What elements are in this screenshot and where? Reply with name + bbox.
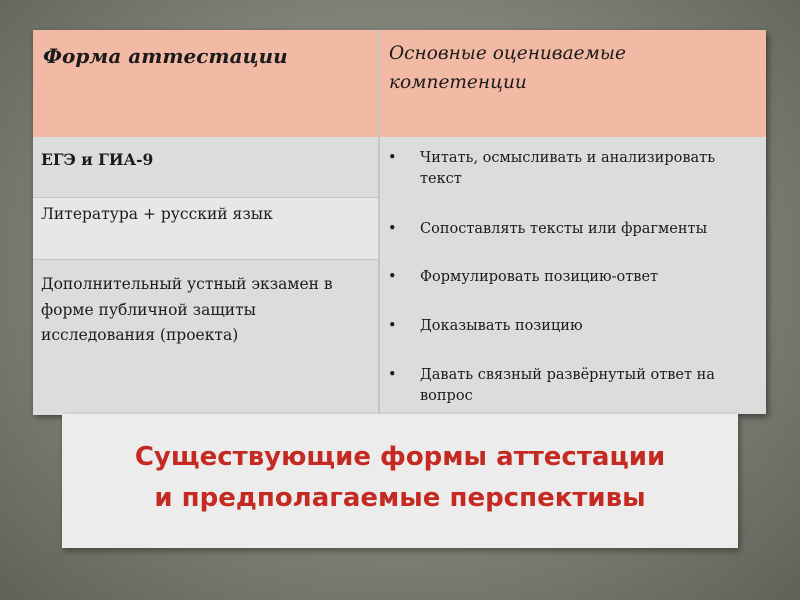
table-row (33, 259, 378, 415)
list-item (388, 316, 758, 337)
competency-text: Доказывать позицию (420, 318, 583, 334)
table-row (33, 197, 378, 259)
title-banner (62, 414, 738, 548)
table-row (33, 140, 378, 197)
list-item (388, 148, 758, 190)
list-item (388, 365, 758, 407)
slide-title-line-1: Существующие формы аттестации (134, 442, 666, 472)
attestation-table (33, 30, 766, 414)
row-oral-exam-label: Дополнительный устный экзамен в форме публичной защиты исследования (проекта) (41, 275, 333, 344)
header-form-label: Форма аттестации (43, 44, 288, 68)
bullet-icon: • (388, 269, 397, 285)
row-subjects-label: Литература + русский язык (41, 205, 273, 223)
list-item (388, 219, 758, 240)
row-exam-label: ЕГЭ и ГИА-9 (41, 150, 154, 169)
competencies-list (380, 140, 766, 414)
bullet-icon: • (388, 318, 397, 334)
list-item (388, 267, 758, 288)
competency-text: Давать связный развёрнутый ответ на вопрос (420, 367, 715, 404)
table-header-form (33, 30, 378, 137)
bullet-icon: • (388, 150, 397, 166)
competency-text: Формулировать позицию-ответ (420, 269, 659, 285)
header-competencies-label: Основные оцениваемые компетенции (389, 43, 626, 93)
bullet-icon: • (388, 367, 397, 383)
table-header-competencies (380, 30, 766, 137)
competency-text: Читать, осмысливать и анализировать текст (420, 150, 716, 187)
bullet-icon: • (388, 221, 397, 237)
slide-title-line-2: и предполагаемые перспективы (154, 483, 646, 513)
competency-text: Сопоставлять тексты или фрагменты (420, 221, 708, 237)
